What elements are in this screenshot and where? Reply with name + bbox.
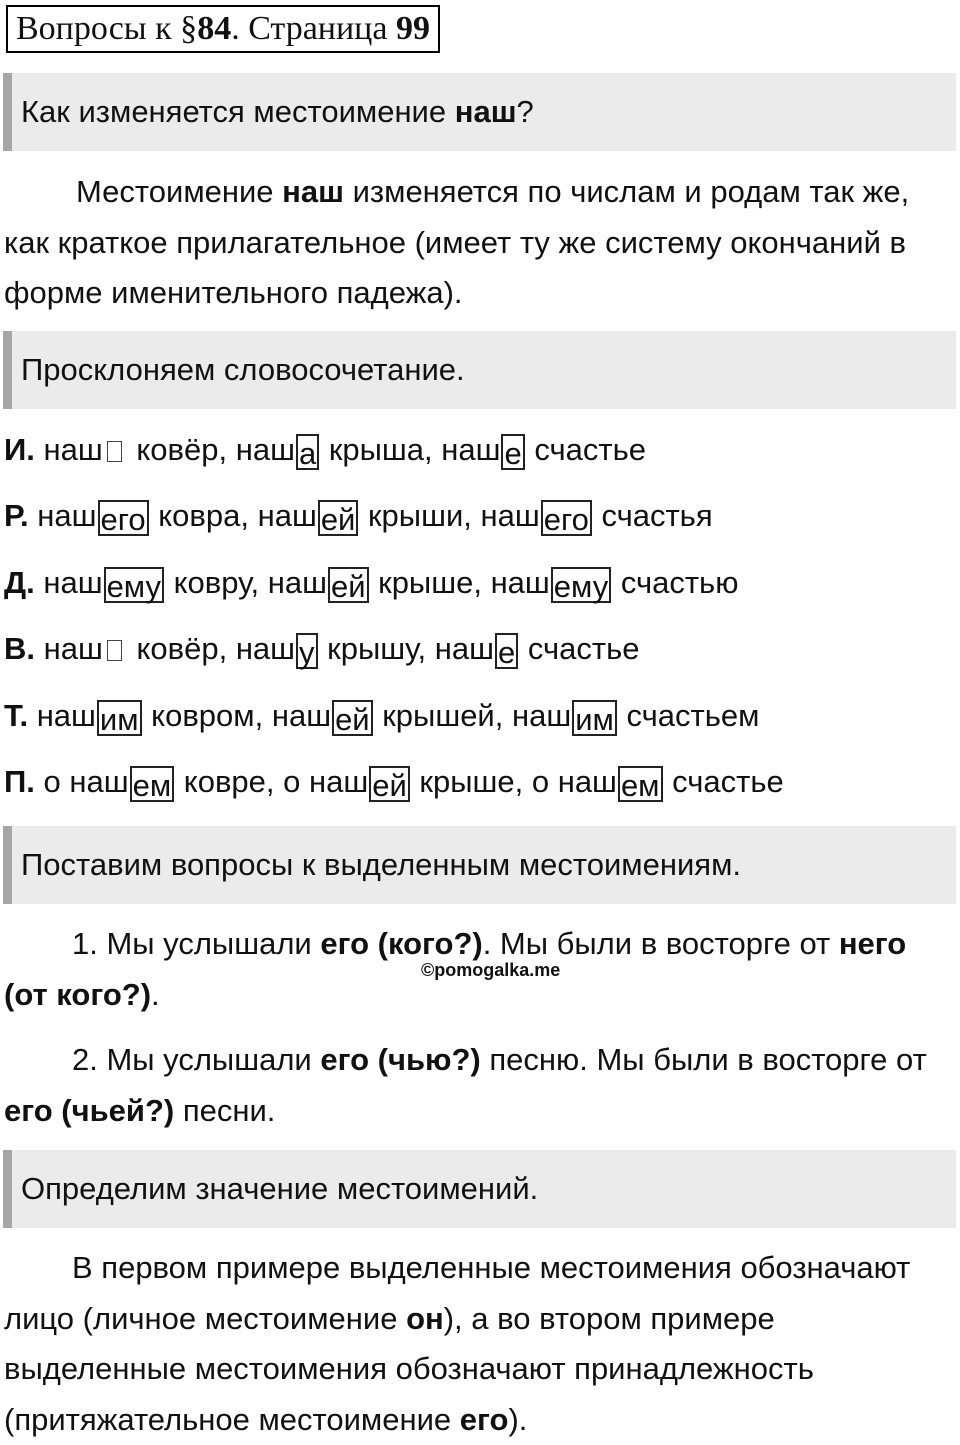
word-stem: наш [271,698,332,733]
ending-box: а [296,434,319,470]
word-stem: наш [267,565,327,600]
noun: ковру, [164,565,268,600]
ending-box: ем [130,766,175,802]
case-label: В. [4,631,35,666]
question-2 [3,331,956,409]
ending-box: его [98,500,149,536]
example-1-text: . Мы были в восторге от [482,926,839,961]
word-stem: наш [36,698,96,733]
answer-4-text: В первом примере выделенные местоимения обозначают лицо (личное местоимение [4,1250,911,1336]
word-stem: наш [257,498,317,533]
word-stem: наш [235,432,295,467]
ending-box: его [541,500,592,536]
question-1-text: Как изменяется местоимение [21,94,455,129]
ending-box: е [501,434,524,470]
question-1-bold: наш [454,94,517,129]
ending-box: е [495,633,518,669]
question-3 [3,826,956,904]
page-title [6,5,440,53]
word-stem: наш [511,698,572,733]
case-label: П. [4,764,35,799]
page-number: 99 [395,10,430,47]
noun: ковра, [149,498,258,533]
empty-ending-box [107,441,122,462]
example-2-text: 2. Мы услышали [72,1042,321,1077]
noun: ковёр, [127,432,236,467]
answer-1-part1: Местоимение [76,174,283,209]
case-label: И. [4,432,35,467]
word-stem: о наш [283,764,369,799]
watermark: ©pomogalka.me [421,960,561,980]
ending-box: ему [104,567,164,603]
example-1-text: . [151,976,160,1012]
answer-4-text: ), а во втором примере выделенные местоимения обозначают принадлежность (притяжательное местоимение [4,1300,814,1437]
noun: крыши, [359,498,481,533]
example-2-text: песню. Мы были в восторге от [480,1042,927,1077]
question-4-text: Определим значение местоимений. [21,1171,539,1206]
word-stem: наш [480,498,540,533]
noun: ковром, [142,698,272,733]
noun: счастье [519,631,640,666]
case-label: Р. [4,498,29,533]
noun: счастьем [617,698,760,733]
ending-box: у [296,633,318,669]
example-2-bold: его (чьей?) [4,1092,175,1128]
noun: крышей, [373,698,512,733]
section-number: 84 [197,10,232,47]
empty-ending-box [107,640,122,661]
ending-box: ей [318,500,359,536]
question-1-end: ? [516,94,534,129]
ending-box: им [572,700,617,736]
answer-4-bold: он [406,1300,444,1336]
answer-4-text: ). [508,1401,528,1437]
declension-row [4,561,956,605]
question-4 [3,1150,956,1228]
noun: счастью [612,565,739,600]
case-label: Д. [4,565,35,600]
word-stem: наш [43,432,103,467]
ending-box: ему [551,567,611,603]
answer-1-bold: наш [282,174,344,209]
word-stem: наш [43,631,103,666]
word-stem: о наш [531,764,617,799]
question-3-text: Поставим вопросы к выделенным местоимениям. [21,847,742,882]
example-1-text: 1. Мы услышали [72,926,321,961]
word-stem: наш [235,631,296,666]
example-2-bold: его (чью?) [320,1042,481,1077]
ending-box: ей [328,567,369,603]
noun: крыше, [369,565,491,600]
answer-4-bold: его [459,1401,509,1437]
answer-1-part2: изменяется по числам и родам так же, как краткое прилагательное (имеет ту же систему окончаний в форме именительного падежа). [4,174,910,310]
word-stem: о наш [43,764,129,799]
declension-row [4,428,956,472]
answer-3-example-2 [4,1035,956,1136]
noun: счастье [525,432,646,467]
ending-box: им [97,700,142,736]
ending-box: ей [332,700,373,736]
noun: крыша, [320,432,442,467]
word-stem: наш [37,498,97,533]
example-1-bold: него (от кого?) [4,926,907,1012]
ending-box: ем [618,766,663,802]
noun: счастья [592,498,713,533]
noun: ковёр, [127,631,236,666]
example-2-text: песни. [174,1092,276,1128]
case-label: Т. [4,698,29,733]
title-middle: . Страница [231,10,396,47]
noun: счастье [663,764,784,799]
declension-row [4,627,956,671]
noun: крыше, [410,764,532,799]
question-1 [3,73,956,151]
question-2-text: Просклоняем словосочетание. [21,352,465,387]
answer-4 [4,1243,956,1445]
declension-row [4,760,956,804]
declension-row [4,694,956,738]
word-stem: наш [441,432,501,467]
word-stem: наш [490,565,550,600]
word-stem: наш [43,565,103,600]
noun: крышу, [318,631,435,666]
ending-box: ей [369,766,410,802]
example-1-bold: его (кого?) [320,926,483,961]
declension-row [4,494,956,538]
answer-1 [4,167,956,319]
noun: ковре, [175,764,284,799]
title-prefix: Вопросы к § [16,10,198,47]
word-stem: наш [434,631,494,666]
